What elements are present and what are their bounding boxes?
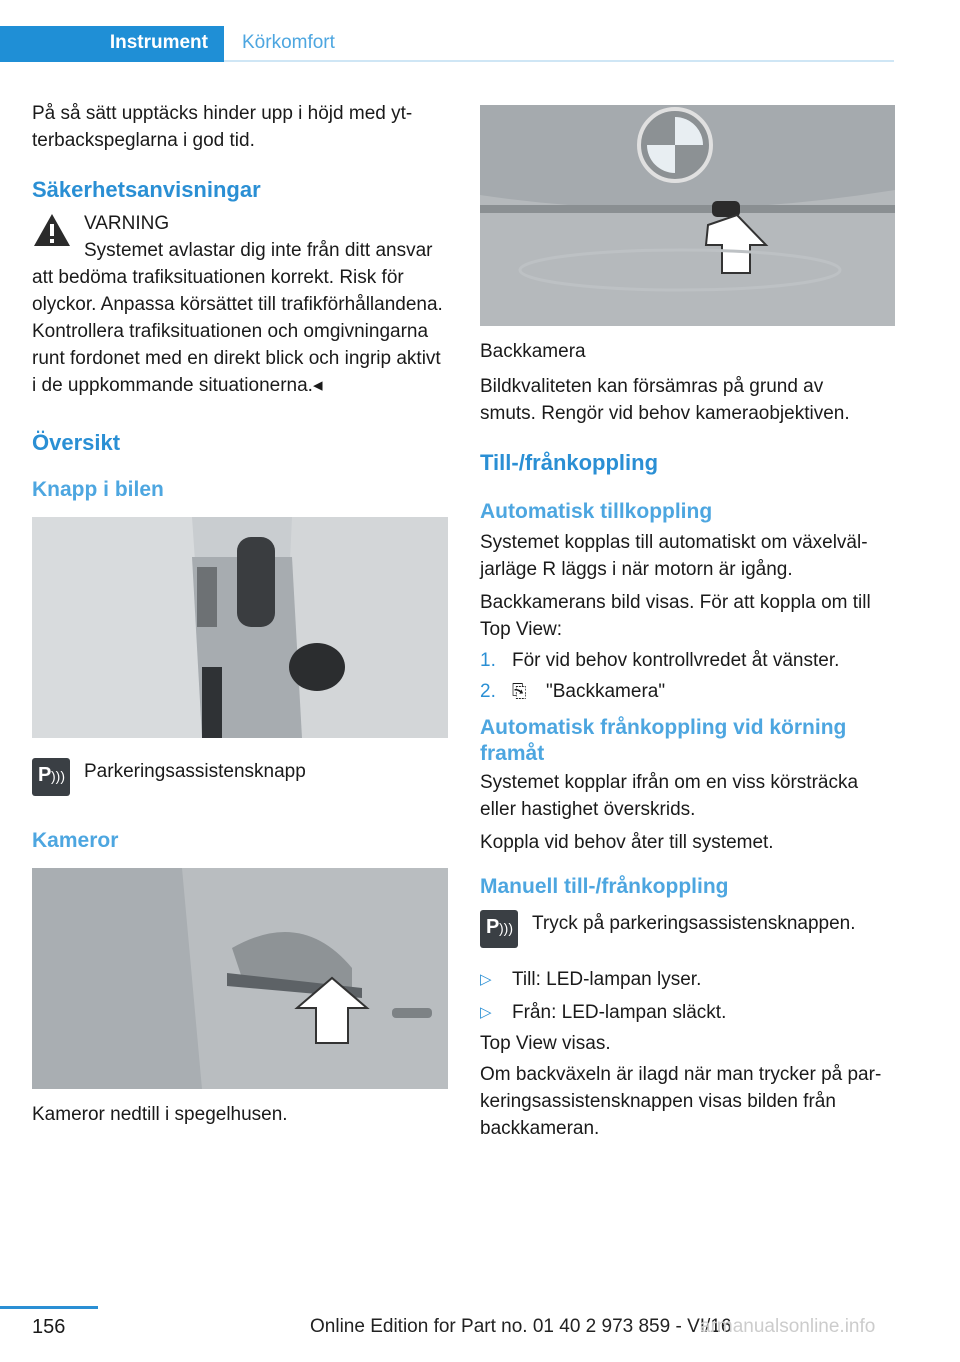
bullet-item <box>480 999 895 1026</box>
intro-paragraph: På så sätt upptäcks hinder upp i höjd med ytterbackspeglarna i god tid. <box>32 103 413 151</box>
mirror-photo <box>32 868 448 1089</box>
step-item <box>480 678 895 705</box>
warning-label: VARNING <box>84 213 170 234</box>
image-quality-text: Bildkvaliteten kan försämras på grund av smuts. Rengör vid behov kameraobjektiven. <box>480 376 850 424</box>
bullet-text: Till: LED-lampan lyser. <box>512 969 702 990</box>
auto-on-text: Systemet kopplas till automatiskt om växelväljarläge R läggs i när motorn är igång. <box>480 532 868 580</box>
step-text: "Backkamera" <box>546 681 666 702</box>
steps-list <box>480 647 895 705</box>
cameras-caption: Kameror nedtill i spegelhusen. <box>32 1104 288 1125</box>
button-caption: Parkeringsassistensknapp <box>84 761 306 782</box>
step-text: För vid behov kontrollvredet åt vänster. <box>512 650 840 671</box>
overview-heading: Översikt <box>32 430 121 455</box>
reconnect-text: Koppla vid behov åter till systemet. <box>480 832 774 853</box>
auto-on-heading: Automatisk tillkoppling <box>480 500 713 523</box>
console-photo <box>32 517 448 738</box>
rear-camera-photo <box>480 105 895 326</box>
parking-assist-icon: P ))) <box>480 910 518 948</box>
rear-camera-caption: Backkamera <box>480 341 586 362</box>
bullet-list <box>480 966 895 1026</box>
triangle-bullet-icon: ▷ <box>480 971 492 988</box>
switch-text: Backkamerans bild visas. För att koppla om till Top View: <box>480 592 871 640</box>
onoff-heading: Till-/frånkoppling <box>480 450 659 475</box>
step-item <box>480 647 895 674</box>
press-text: Tryck på parkeringsassistensknappen. <box>532 913 856 934</box>
chapter-header <box>0 26 894 62</box>
step-number: 1. <box>480 650 496 671</box>
safety-heading: Säkerhetsanvisningar <box>32 177 261 202</box>
triangle-bullet-icon: ▷ <box>480 1004 492 1021</box>
watermark: armanualsonline.info <box>700 1316 876 1337</box>
left-column <box>32 100 448 1128</box>
warning-block <box>32 210 448 399</box>
right-column <box>480 105 895 1142</box>
footer-rule <box>0 1306 98 1309</box>
tab-korkomfort[interactable]: Körkomfort <box>224 26 894 62</box>
warning-triangle-icon <box>32 212 72 248</box>
button-caption-row <box>32 758 448 798</box>
bullet-item <box>480 966 895 993</box>
page-number: 156 <box>32 1316 66 1338</box>
manual-heading: Manuell till-/frånkoppling <box>480 875 729 898</box>
auto-off-text: Systemet kopplar ifrån om en viss körsträcka eller hastighet överskrids. <box>480 772 859 820</box>
bullet-text: Från: LED-lampan släckt. <box>512 1002 727 1023</box>
press-row <box>480 910 895 954</box>
button-heading: Knapp i bilen <box>32 478 164 501</box>
parking-assist-icon: P ))) <box>32 758 70 796</box>
cameras-heading: Kameror <box>32 829 119 852</box>
auto-off-heading: Automatisk frånkoppling vid körning framåt <box>480 716 847 765</box>
step-number: 2. <box>480 681 496 702</box>
edition-text: Online Edition for Part no. 01 40 2 973 859 - VI/16 <box>310 1316 732 1337</box>
tab-instrument[interactable]: Instrument <box>0 26 224 62</box>
camera-menu-icon: ⎘ <box>512 681 527 701</box>
reverse-text: Om backväxeln är ilagd när man trycker på parkeringsassistensknappen visas bilden från backkameran. <box>480 1064 882 1139</box>
topview-text: Top View visas. <box>480 1033 611 1054</box>
warning-text: Systemet avlastar dig inte från ditt ansvar att bedöma trafiksituationen korrekt. Risk för olyckor. Anpassa körsättet till trafikförhållandena. Kontrollera trafiksituationen och omgivningarna runt fordonet med en direkt blick och ingrip aktivt i de uppkommande situationerna.◂ <box>32 240 443 396</box>
